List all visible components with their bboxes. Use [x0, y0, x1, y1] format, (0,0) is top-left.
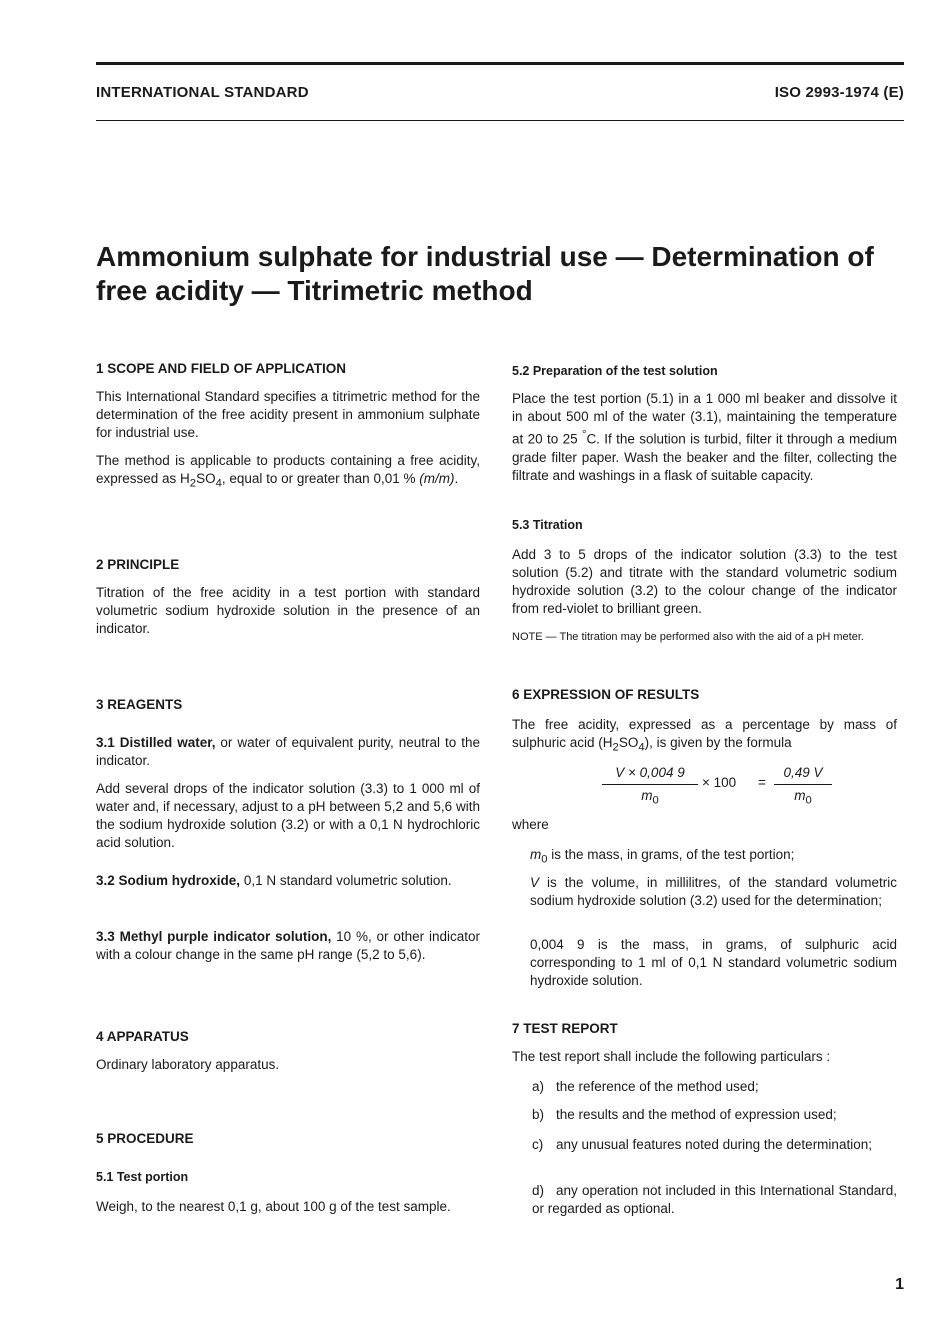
section-5-1-paragraph: Weigh, to the nearest 0,1 g, about 100 g of the test sample.	[96, 1199, 451, 1214]
list-item: a) the reference of the method used;	[532, 1079, 759, 1094]
titration-note: NOTE — The titration may be performed also with the aid of a pH meter.	[512, 631, 864, 643]
header-standard-label: INTERNATIONAL STANDARD	[96, 84, 309, 101]
page-number: 1	[895, 1276, 904, 1293]
section-7-intro: The test report shall include the following particulars :	[512, 1049, 831, 1064]
section-5-2-heading: 5.2 Preparation of the test solution	[512, 364, 718, 378]
section-1-paragraph-2: The method is applicable to products containing a free acidity, expressed as $H_2SO_4$, equal to or greater than 0,01 % (m/m).	[96, 453, 480, 490]
section-4-heading: 4 APPARATUS	[96, 1029, 189, 1044]
header-rule	[96, 120, 904, 121]
formula-equals: =	[758, 775, 766, 790]
reagent-3-1: 3.1 Distilled water, or water of equivalent purity, neutral to the indicator.	[96, 735, 480, 768]
section-5-2-paragraph: Place the test portion (5.1) in a 1 000 ml beaker and dissolve it in about 500 ml of the water (3.1), maintaining the temperature at 20 to 25 °C. If the solution is turbid, filter it through a medium grade filter paper. Wash the beaker and the filter, collecting the filtrate and washings in a flask of suitable capacity.	[512, 391, 898, 483]
section-6-paragraph: The free acidity, expressed as a percentage by mass of sulphuric acid $(H_2SO_4)$, is given by the formula	[512, 717, 897, 754]
section-4-paragraph: Ordinary laboratory apparatus.	[96, 1057, 280, 1072]
section-5-1-heading: 5.1 Test portion	[96, 1170, 189, 1184]
title-line-2: free acidity — Titrimetric method	[96, 275, 533, 306]
section-5-3-paragraph: Add 3 to 5 drops of the indicator solution (3.3) to the test solution (5.2) and titrate with the standard volumetric sodium hydroxide solution (3.2) to the colour change of the indicator from red-violet to brilliant green.	[512, 547, 897, 616]
document-title	[96, 240, 896, 308]
acidity-formula	[602, 764, 832, 808]
formula-fraction-1: $\frac{V \times 0,004 9}{m_0}$	[602, 764, 698, 810]
list-item: c) any unusual features noted during the determination;	[532, 1137, 872, 1152]
reagent-3-3: 3.3 Methyl purple indicator solution, 10 %, or other indicator with a colour change in the same pH range (5,2 to 5,6).	[96, 929, 480, 962]
section-7-heading: 7 TEST REPORT	[512, 1021, 618, 1036]
list-item: b) the results and the method of expression used;	[532, 1107, 837, 1122]
definition-m0: $m_0$ is the mass, in grams, of the test portion;	[530, 847, 795, 866]
formula-fraction-2: $\frac{0,49 V}{m_0}$	[774, 764, 832, 810]
section-3-heading: 3 REAGENTS	[96, 697, 183, 712]
top-rule	[96, 62, 904, 65]
section-1-heading: 1 SCOPE AND FIELD OF APPLICATION	[96, 361, 347, 376]
section-2-paragraph: Titration of the free acidity in a test portion with standard volumetric sodium hydroxide solution in the presence of an indicator.	[96, 585, 480, 636]
list-item: d) any operation not included in this International Standard, or regarded as optional.	[532, 1183, 897, 1216]
formula-multiplier: × 100	[702, 775, 737, 790]
definition-0-0049: 0,004 9 is the mass, in grams, of sulphuric acid corresponding to 1 ml of 0,1 N standard volumetric sodium hydroxide solution.	[530, 937, 897, 988]
title-line-1: Ammonium sulphate for industrial use — Determination of	[96, 241, 874, 272]
section-5-heading: 5 PROCEDURE	[96, 1131, 194, 1146]
definition-v: V is the volume, in millilitres, of the standard volumetric sodium hydroxide solution (3.2) used for the determination;	[530, 875, 897, 908]
reagent-3-1-paragraph-2: Add several drops of the indicator solution (3.3) to 1 000 ml of water and, if necessary, adjust to a pH between 5,2 and 5,6 with the sodium hydroxide solution (3.2) or with a 0,1 N hydrochloric acid solution.	[96, 781, 480, 850]
header-standard-number: ISO 2993-1974 (E)	[774, 84, 904, 101]
section-2-heading: 2 PRINCIPLE	[96, 557, 180, 572]
section-6-heading: 6 EXPRESSION OF RESULTS	[512, 687, 700, 702]
reagent-3-2: 3.2 Sodium hydroxide, 0,1 N standard volumetric solution.	[96, 873, 452, 888]
formula-where: where	[512, 817, 549, 832]
section-1-paragraph-1: This International Standard specifies a titrimetric method for the determination of the free acidity present in ammonium sulphate for industrial use.	[96, 389, 480, 440]
section-5-3-heading: 5.3 Titration	[512, 518, 583, 532]
